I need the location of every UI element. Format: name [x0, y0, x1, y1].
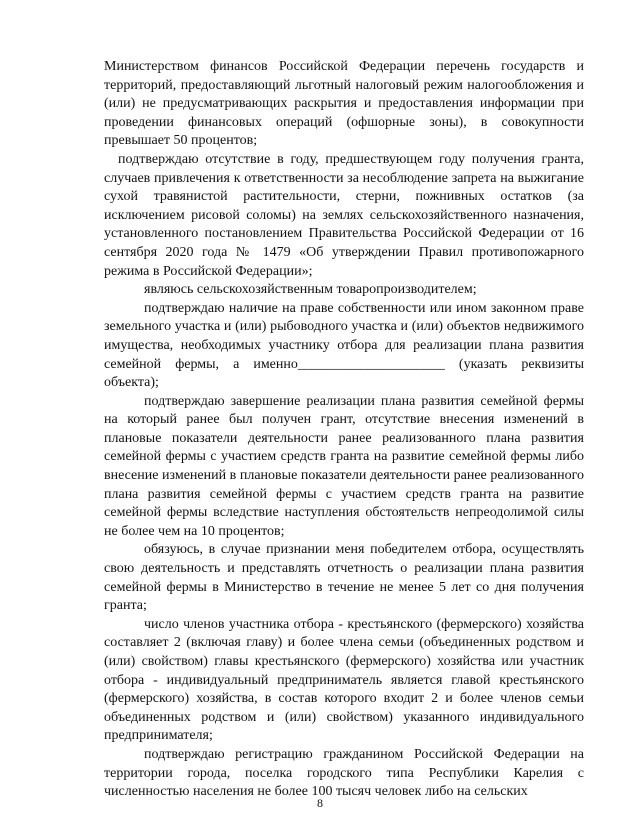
paragraph-farm-members: число членов участника отбора - крестьянского (фермерского) хозяйства составляет 2 (включая главу) и более члена семьи (объединенных родством и (или) свойством) главы крестьянского (фермерского) хозяйства или участник отбора - индивидуальный предприниматель является главой крестьянского (фермерского) хозяйства, в состав которого входит 2 и более членов семьи объединенных родством и (или) свойством) указанного индивидуального предпринимателя; [104, 616, 584, 744]
paragraph-land-ownership: подтверждаю наличие на праве собственности или ином законном праве земельного участка и (или) рыбоводного участка и (или) объектов недвижимого имущества, необходимых участнику отбора для реализации плана развития семейной фермы, а именно_____________________ (указать реквизиты объекта); [104, 300, 584, 391]
paragraph-offshore-continuation: Министерством финансов Российской Федерации перечень государств и территорий, предоставляющий льготный налоговый режим налогообложения и (или) не предусматривающих раскрытия и предоставления информации при проведении финансовых операций (офшорные зоны), в совокупности превышает 50 процентов; [104, 59, 584, 149]
paragraph-no-burning-violations: подтверждаю отсутствие в году, предшествующем году получения гранта, случаев привлечения к ответственности за несоблюдение запрета на выжигание сухой травянистой растительности, стерни, пожнивных остатков (за исключением рисовой соломы) на землях сельскохозяйственного назначения, установленного постановлением Правительства Российской Федерации от 16 сентября 2020 года № 1479 «Об утверждении Правил противопожарного режима в Российской Федерации»; [104, 151, 584, 279]
paragraph-agricultural-producer: являюсь сельскохозяйственным товаропроизводителем; [144, 282, 477, 298]
paragraph-reporting-obligation: обязуюсь, в случае признании меня победителем отбора, осуществлять свою деятельность и представлять отчетность о реализации плана развития семейной фермы в Министерство в течение не менее 5 лет со дня получения гранта; [104, 542, 584, 614]
paragraph-previous-grant-completion: подтверждаю завершение реализации плана развития семейной фермы на который ранее был получен грант, отсутствие внесения изменений в плановые показатели деятельности ранее реализованного плана развития семейной фермы с участием средств гранта на развитие семейной фермы либо внесение изменений в плановые показатели деятельности ранее реализованного плана развития семейной фермы с участием средств гранта на развитие семейной фермы вследствие наступления обстоятельств непреодолимой силы не более чем на 10 процентов; [104, 393, 584, 539]
page-number: 8 [317, 796, 323, 810]
document-body [104, 58, 584, 802]
paragraph-registration: подтверждаю регистрацию гражданином Российской Федерации на территории города, поселка городского типа Республики Карелия с численностью населения не более 100 тысяч человек либо на сельских [104, 746, 584, 800]
